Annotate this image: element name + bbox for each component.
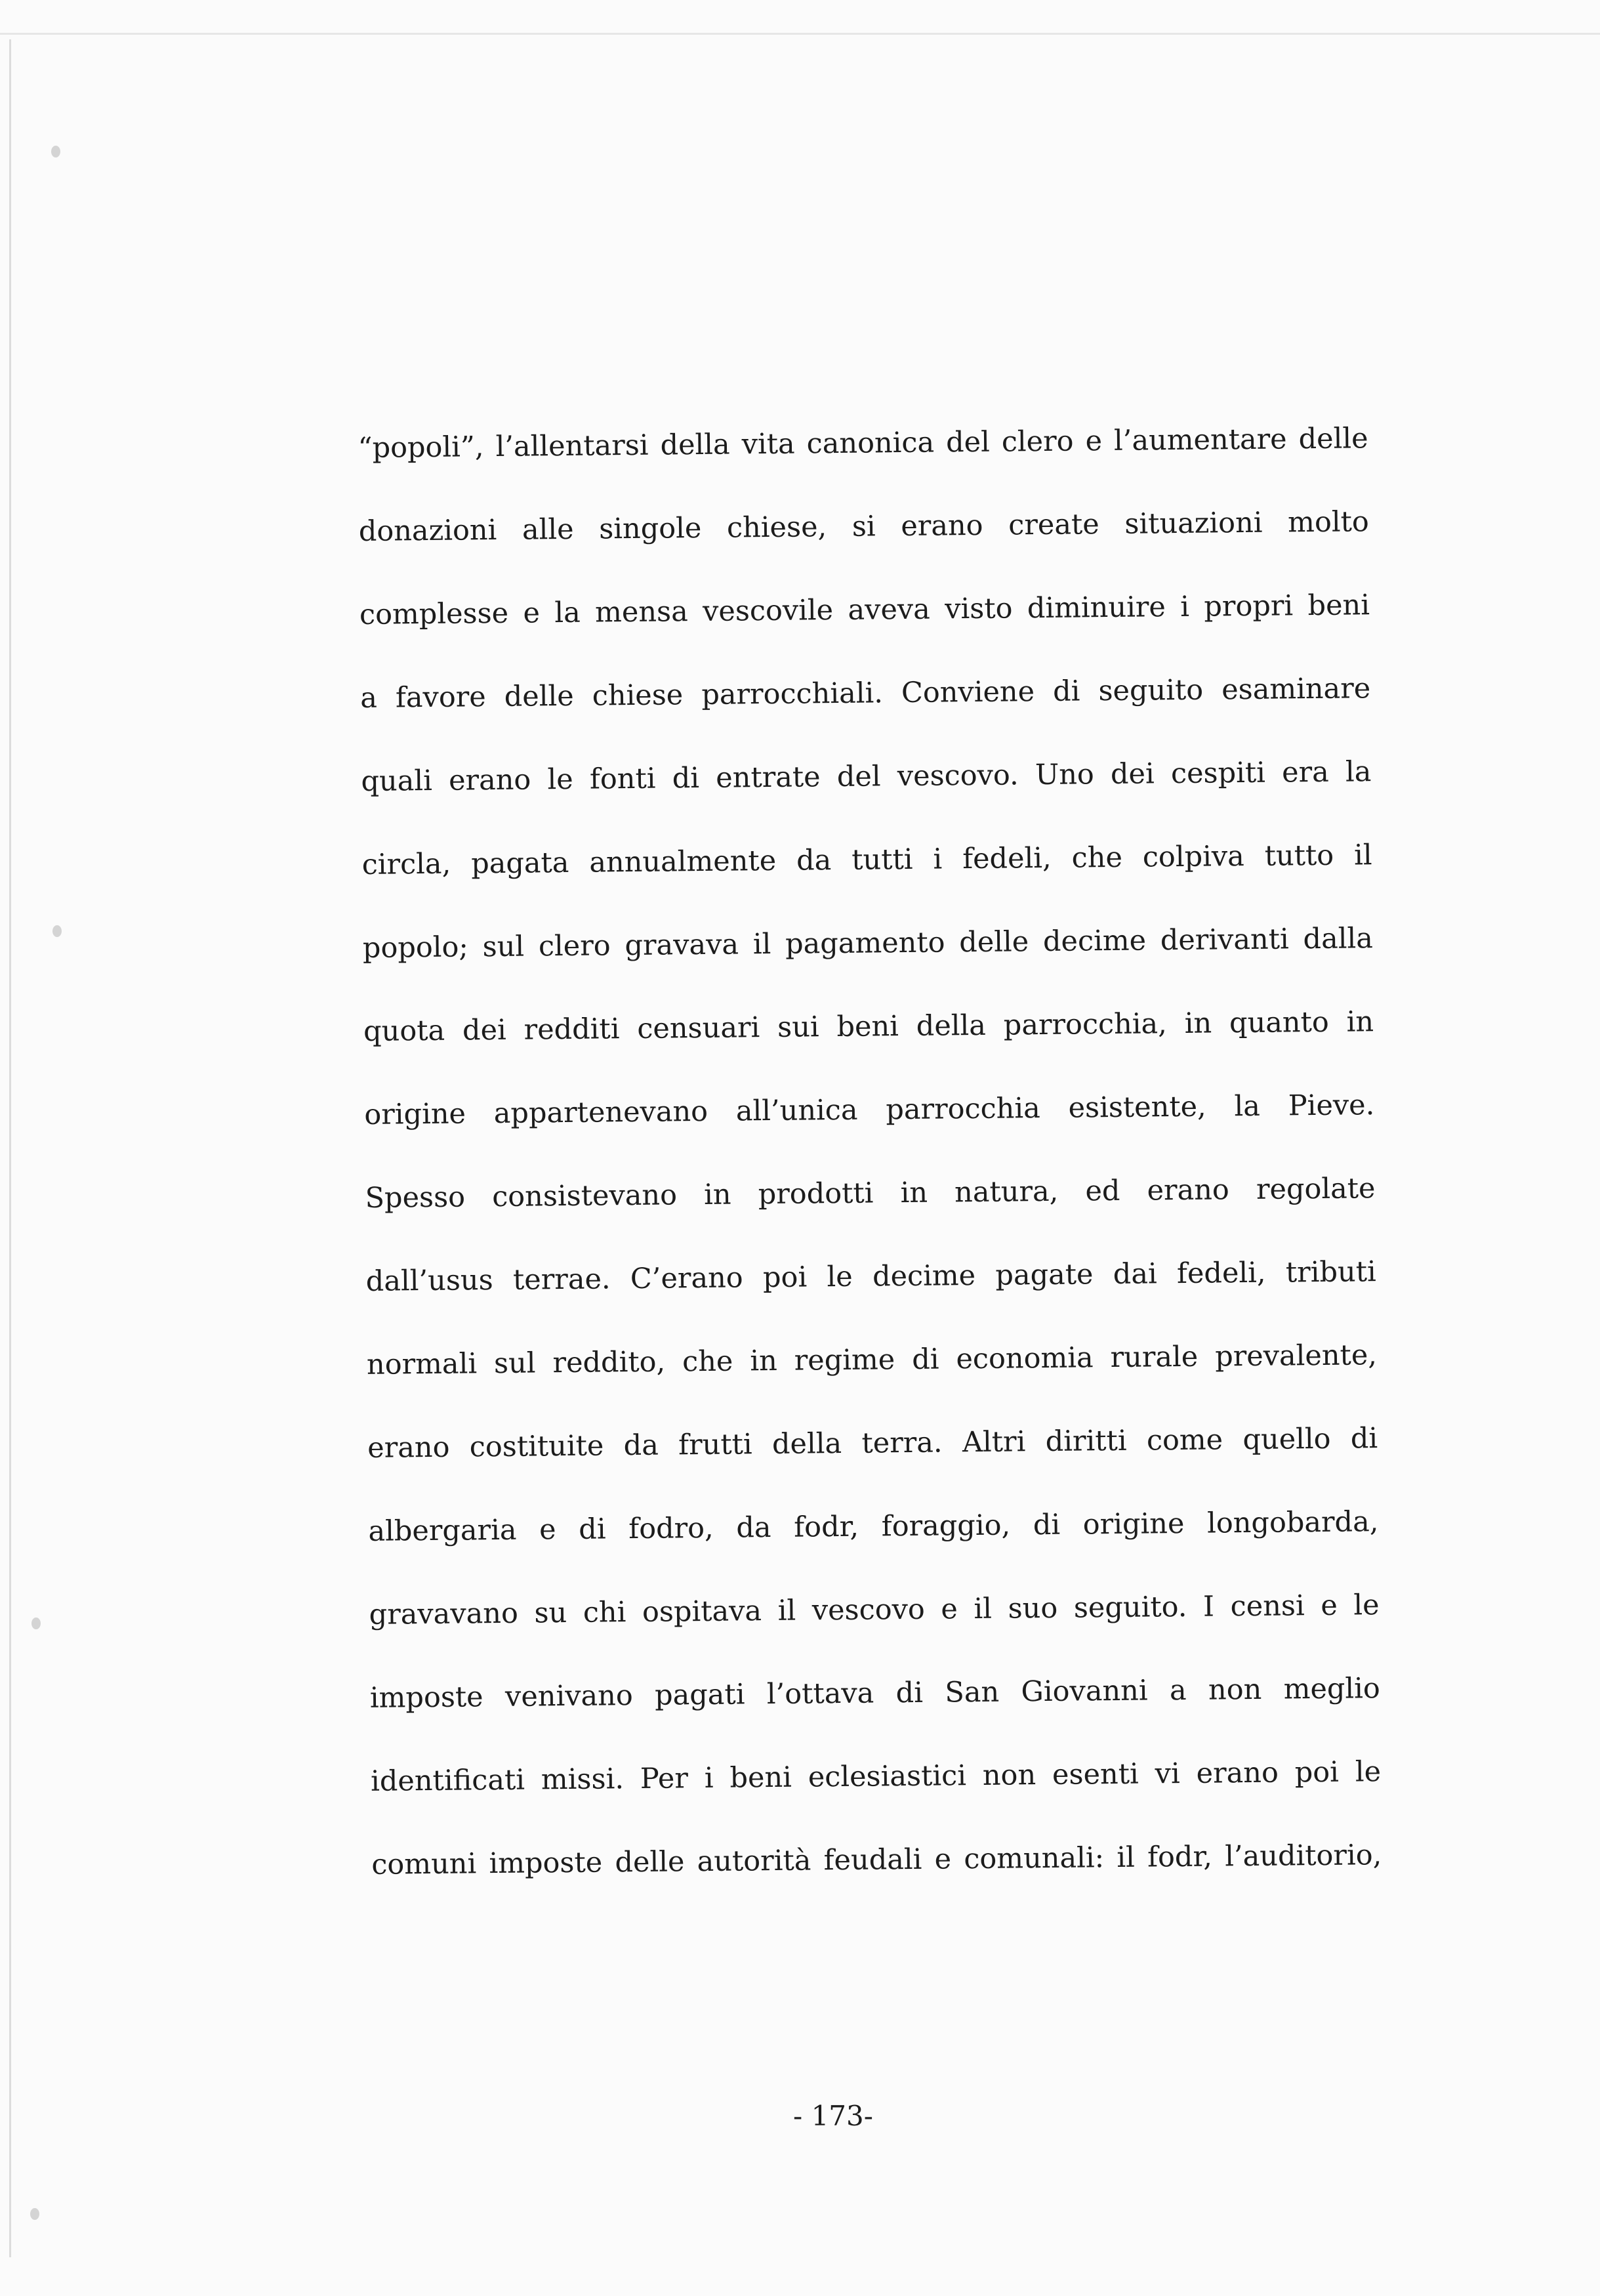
text-line-12: normali sul reddito, che in regime di economia rurale prevalente, — [366, 1339, 1378, 1381]
text-line-9: origine appartenevano all’unica parrocchia esistente, la Pieve. — [364, 1089, 1375, 1131]
text-line-13: erano costituite da frutti della terra. Altri diritti come quello di — [367, 1422, 1378, 1465]
punch-hole-mark — [51, 146, 60, 157]
text-line-3: complesse e la mensa vescovile aveva visto diminuire i propri beni — [359, 589, 1370, 631]
text-line-8: quota dei redditi censuari sui beni della parrocchia, in quanto in — [363, 1005, 1374, 1048]
text-line-4: a favore delle chiese parrocchiali. Conviene di seguito esaminare — [360, 672, 1371, 715]
text-line-18: comuni imposte delle autorità feudali e comunali: il fodr, l’auditorio, — [371, 1839, 1382, 1881]
punch-hole-mark — [52, 925, 62, 937]
punch-hole-mark — [30, 2208, 39, 2220]
text-line-7: popolo; sul clero gravava il pagamento delle decime derivanti dalla — [362, 922, 1374, 965]
punch-hole-mark — [31, 1618, 41, 1629]
text-line-16: imposte venivano pagati l’ottava di San Giovanni a non meglio — [369, 1672, 1381, 1715]
text-line-6: circla, pagata annualmente da tutti i fedeli, che colpiva tutto il — [361, 839, 1372, 881]
text-line-10: Spesso consistevano in prodotti in natura, ed erano regolate — [365, 1172, 1376, 1215]
text-line-11: dall’usus terrae. C’erano poi le decime pagate dai fedeli, tributi — [365, 1255, 1376, 1298]
text-line-1: “popoli”, l’allentarsi della vita canonica del clero e l’aumentare delle — [358, 422, 1368, 465]
text-line-14: albergaria e di fodro, da fodr, foraggio, di origine longobarda, — [368, 1505, 1379, 1548]
text-line-15: gravavano su chi ospitava il vescovo e il suo seguito. I censi e le — [369, 1589, 1380, 1631]
page-top-edge — [0, 33, 1600, 35]
page-number: - 173- — [793, 2100, 873, 2132]
text-line-5: quali erano le fonti di entrate del vescovo. Uno dei cespiti era la — [361, 755, 1372, 798]
text-line-2: donazioni alle singole chiese, si erano create situazioni molto — [358, 505, 1369, 548]
text-line-17: identificati missi. Per i beni eclesiastici non esenti vi erano poi le — [370, 1755, 1382, 1798]
page-left-edge — [9, 39, 11, 2257]
body-text — [358, 397, 1382, 1929]
